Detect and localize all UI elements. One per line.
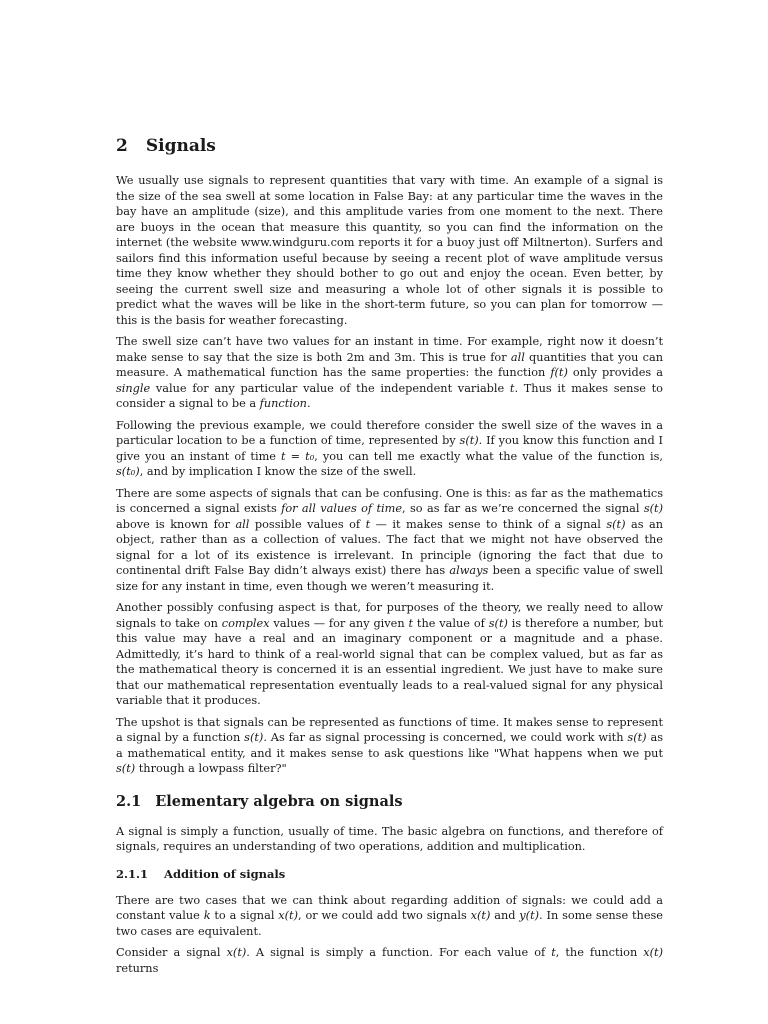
text-run: There are some aspects of signals that can be confusing. One is this: as far as the mathematics is concerned a signal exists xyxy=(116,486,663,515)
text-run: Following the previous example, we could therefore consider the swell size of the waves in a particular location to be a function of time, represented by xyxy=(116,418,663,447)
math-or-emphasis: single xyxy=(116,381,151,395)
paragraph xyxy=(116,824,663,855)
paragraph xyxy=(116,715,663,777)
math-or-emphasis: x(t) xyxy=(278,909,299,922)
math-or-emphasis: s(t) xyxy=(643,502,663,515)
text-run: as an object, rather than as a collection of values. The fact that we might not have observed the signal for a lot of its existence is irrelevant. In principle (ignoring the fact that due to continental drift False Bay didn’t always exist) there has xyxy=(116,517,663,577)
paragraph xyxy=(116,173,663,328)
text-run: , or we could add two signals xyxy=(298,909,471,922)
text-run: . In some sense these two cases are equivalent. xyxy=(116,909,663,938)
subsubsection-heading xyxy=(116,867,663,881)
section-heading xyxy=(116,136,663,156)
math-or-emphasis: complex xyxy=(221,616,270,630)
text-run: — it makes sense to think of a signal xyxy=(370,517,607,531)
text-run: . If you know this function and I give you an instant of time xyxy=(116,434,663,463)
text-run: is therefore a number, but this value may have a real and an imaginary component or a magnitude and a phase. Admittedly, it’s hard to think of a real-world signal that can be complex valued, but as far as the mathematical theory is concerned it is an essential ingredient. We just have to make sure that our mathematical representation eventually leads to a real-valued signal for any physical variable that it produces. xyxy=(116,616,664,707)
math-or-emphasis: s(t) xyxy=(459,434,479,447)
text-run: value for any particular value of the independent variable xyxy=(150,381,510,395)
page-content xyxy=(116,136,663,982)
text-run: . xyxy=(306,397,311,410)
text-run: . Thus it makes sense to consider a signal to be a xyxy=(116,381,663,410)
section-body xyxy=(116,173,663,777)
math-or-emphasis: x(t) xyxy=(470,909,491,922)
text-run: returns xyxy=(116,961,159,975)
math-or-emphasis: s(t) xyxy=(627,731,647,744)
text-run: possible values of xyxy=(249,517,366,531)
subsubsection-title: Addition of signals xyxy=(164,866,286,881)
text-run: and xyxy=(490,909,520,922)
text-run: Consider a signal xyxy=(116,946,227,959)
math-or-emphasis: k xyxy=(203,909,211,922)
math-or-emphasis: s(t) xyxy=(244,731,264,744)
math-or-emphasis: all xyxy=(235,517,250,531)
text-run: There are two cases that we can think about regarding addition of signals: we could add a constant value xyxy=(116,893,663,922)
text-run: values — for any given xyxy=(269,616,409,630)
text-run: to a signal xyxy=(210,909,279,922)
math-or-emphasis: t xyxy=(408,616,414,630)
math-or-emphasis: f(t) xyxy=(550,366,568,379)
subsection-heading xyxy=(116,793,663,810)
text-run: quantities that you can measure. A mathematical function has the same properties: the function xyxy=(116,350,663,379)
math-or-emphasis: s(t₀) xyxy=(116,465,140,478)
math-or-emphasis: for all values of time xyxy=(281,502,403,515)
math-or-emphasis: always xyxy=(449,564,489,577)
subsubsection-number: 2.1.1 xyxy=(116,866,149,881)
math-or-emphasis: all xyxy=(510,350,525,364)
section-number: 2 xyxy=(116,136,128,156)
text-run: The upshot is that signals can be represented as functions of time. It makes sense to represent a signal by a function xyxy=(116,715,663,744)
paragraph xyxy=(116,486,663,595)
subsection-body xyxy=(116,824,663,855)
text-run: A signal is simply a function, usually of time. The basic algebra on functions, and therefore of signals, requires an understanding of two operations, addition and multiplication. xyxy=(116,824,663,853)
text-run: only provides a xyxy=(567,366,663,379)
text-run: through a lowpass filter?" xyxy=(135,762,287,775)
text-run: as a mathematical entity, and it makes sense to ask questions like "What happens when we put xyxy=(116,731,663,760)
section-title: Signals xyxy=(145,136,216,156)
text-run: We usually use signals to represent quantities that vary with time. An example of a signal is the size of the sea swell at some location in False Bay: at any particular time the waves in the bay have an amplitude (size), and this amplitude varies from one moment to the next. There are buoys in the ocean that measure this quantity, so you can find the information on the internet (the website www.windguru.com reports it for a buoy just off Miltnerton). Surfers and sailors find this information useful because by seeing a recent plot of wave amplitude versus time they know whether they should bother to go out and enjoy the ocean. Even better, by seeing the current swell size and measuring a whole lot of other signals it is possible to predict what the waves will be like in the short-term future, so you can plan for tomorrow — this is the basis for weather forecasting. xyxy=(116,174,663,327)
math-or-emphasis: t xyxy=(551,946,556,959)
math-or-emphasis: function xyxy=(259,397,307,410)
math-or-emphasis: x(t) xyxy=(643,946,663,959)
text-run: above is known for xyxy=(116,517,236,531)
math-or-emphasis: s(t) xyxy=(116,762,136,775)
text-run: Another possibly confusing aspect is that, for purposes of the theory, we really need to allow signals to take on xyxy=(116,601,663,630)
math-or-emphasis: t xyxy=(365,517,371,531)
text-run: , so as far as we’re concerned the signal xyxy=(402,502,644,515)
paragraph xyxy=(116,945,663,976)
text-run: The swell size can’t have two values for an instant in time. For example, right now it doesn’t make sense to say that the size is both 2m and 3m. This is true for xyxy=(116,335,663,364)
paragraph xyxy=(116,334,663,412)
math-or-emphasis: t = t₀ xyxy=(281,449,315,463)
text-run: , and by implication I know the size of the swell. xyxy=(139,465,417,478)
paragraph xyxy=(116,893,663,940)
paragraph xyxy=(116,418,663,480)
math-or-emphasis: t xyxy=(509,381,515,395)
subsubsection-body xyxy=(116,893,663,977)
math-or-emphasis: x(t) xyxy=(226,946,247,959)
subsection-number: 2.1 xyxy=(116,792,142,810)
paragraph xyxy=(116,600,663,709)
text-run: , the function xyxy=(555,946,644,959)
math-or-emphasis: s(t) xyxy=(488,616,508,630)
text-run: the value of xyxy=(413,616,489,630)
math-or-emphasis: s(t) xyxy=(606,517,626,531)
text-run: . As far as signal processing is concerned, we could work with xyxy=(263,731,628,744)
math-or-emphasis: y(t) xyxy=(519,909,540,922)
text-run: . A signal is simply a function. For each value of xyxy=(246,946,552,959)
text-run: , you can tell me exactly what the value of the function is, xyxy=(314,449,663,463)
subsection-title: Elementary algebra on signals xyxy=(155,792,403,810)
text-run: been a specific value of swell size for any instant in time, even though we weren’t measuring it. xyxy=(116,564,663,593)
